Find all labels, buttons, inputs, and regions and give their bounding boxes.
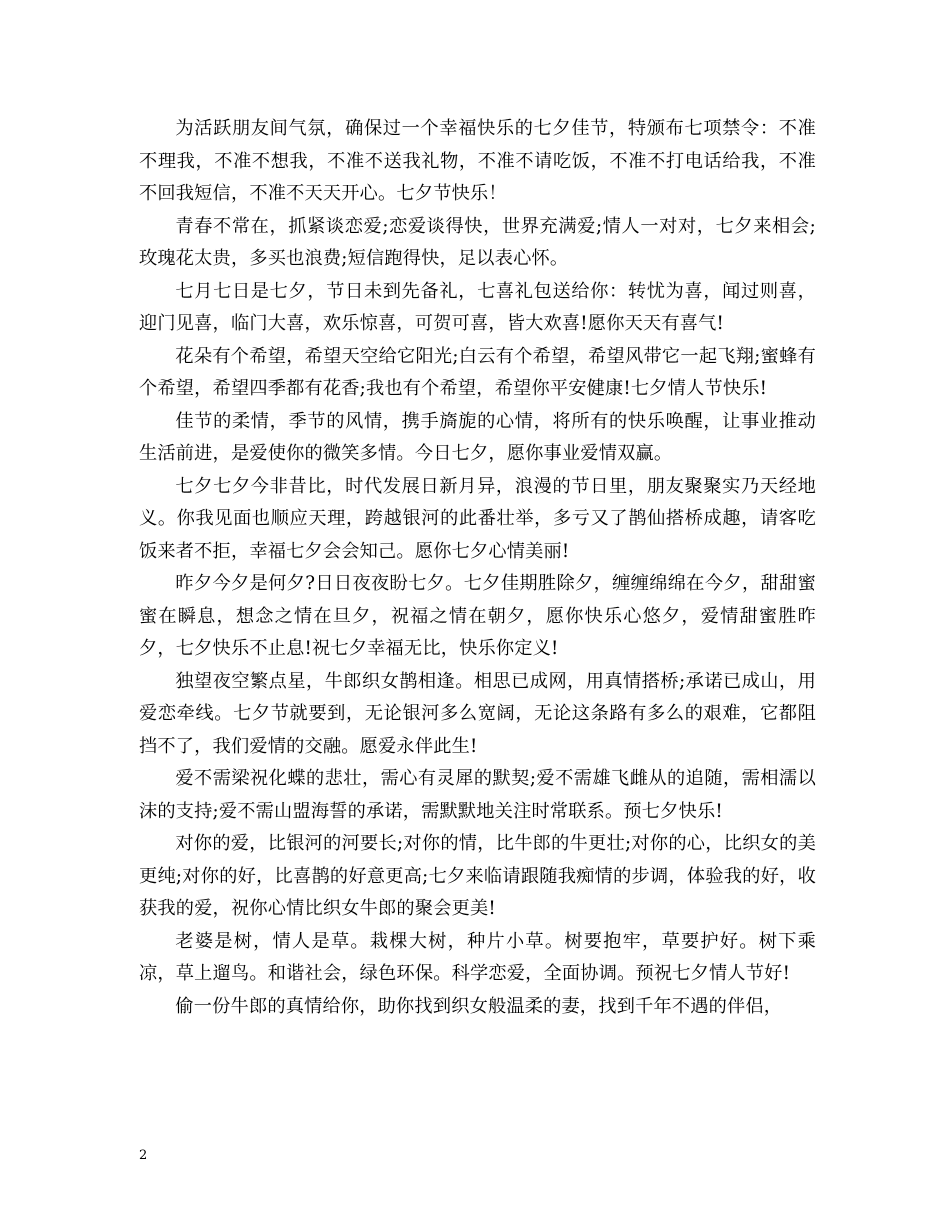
paragraph-9: 爱不需梁祝化蝶的悲壮，需心有灵犀的默契;爱不需雄飞雌从的追随，需相濡以沫的支持;爱不需山盟海誓的承诺，需默默地关注时常联系。预七夕快乐! [139, 768, 816, 822]
paragraph-8: 独望夜空繁点星，牛郎织女鹊相逢。相思已成网，用真情搭桥;承诺已成山，用爱恋牵线。七夕节就要到，无论银河多么宽阔，无论这条路有多么的艰难，它都阻挡不了，我们爱情的交融。愿爱永伴此生! [139, 670, 816, 757]
paragraph-11: 老婆是树，情人是草。栽棵大树，种片小草。树要抱牢，草要护好。树下乘凉，草上遛鸟。和谐社会，绿色环保。科学恋爱，全面协调。预祝七夕情人节好! [139, 930, 816, 984]
paragraph-2: 青春不常在，抓紧谈恋爱;恋爱谈得快，世界充满爱;情人一对对，七夕来相会;玫瑰花太贵，多买也浪费;短信跑得快，足以表心怀。 [139, 215, 816, 269]
paragraph-6: 七夕七夕今非昔比，时代发展日新月异，浪漫的节日里，朋友聚聚实乃天经地义。你我见面也顺应天理，跨越银河的此番壮举，多亏又了鹊仙搭桥成趣，请客吃饭来者不拒，幸福七夕会会知己。愿你七夕心情美丽! [139, 475, 816, 562]
paragraph-7: 昨夕今夕是何夕?日日夜夜盼七夕。七夕佳期胜除夕，缠缠绵绵在今夕，甜甜蜜蜜在瞬息，想念之情在旦夕，祝福之情在朝夕，愿你快乐心悠夕，爱情甜蜜胜昨夕，七夕快乐不止息!祝七夕幸福无比，快乐你定义! [139, 573, 816, 659]
paragraph-3: 七月七日是七夕，节日未到先备礼，七喜礼包送给你：转忧为喜，闻过则喜，迎门见喜，临门大喜，欢乐惊喜，可贺可喜，皆大欢喜!愿你天天有喜气! [139, 280, 816, 334]
paragraph-10: 对你的爱，比银河的河要长;对你的情，比牛郎的牛更壮;对你的心，比织女的美更纯;对你的好，比喜鹊的好意更高;七夕来临请跟随我痴情的步调，体验我的好，收获我的爱，祝你心情比织女牛郎的聚会更美! [139, 833, 816, 919]
paragraph-1: 为活跃朋友间气氛，确保过一个幸福快乐的七夕佳节，特颁布七项禁令：不准不理我，不准不想我，不准不送我礼物，不准不请吃饭，不准不打电话给我，不准不回我短信，不准不天天开心。七夕节快乐！ [139, 118, 816, 204]
paragraph-12: 偷一份牛郎的真情给你，助你找到织女般温柔的妻，找到千年不遇的伴侣， [175, 995, 783, 1017]
paragraph-4: 花朵有个希望，希望天空给它阳光;白云有个希望，希望风带它一起飞翔;蜜蜂有个希望，希望四季都有花香;我也有个希望，希望你平安健康!七夕情人节快乐! [139, 345, 816, 399]
document-body [139, 113, 816, 1023]
paragraph-5: 佳节的柔情，季节的风情，携手旖旎的心情，将所有的快乐唤醒，让事业推动生活前进，是爱使你的微笑多情。今日七夕，愿你事业爱情双赢。 [139, 410, 816, 464]
page-number: 2 [139, 1148, 148, 1163]
